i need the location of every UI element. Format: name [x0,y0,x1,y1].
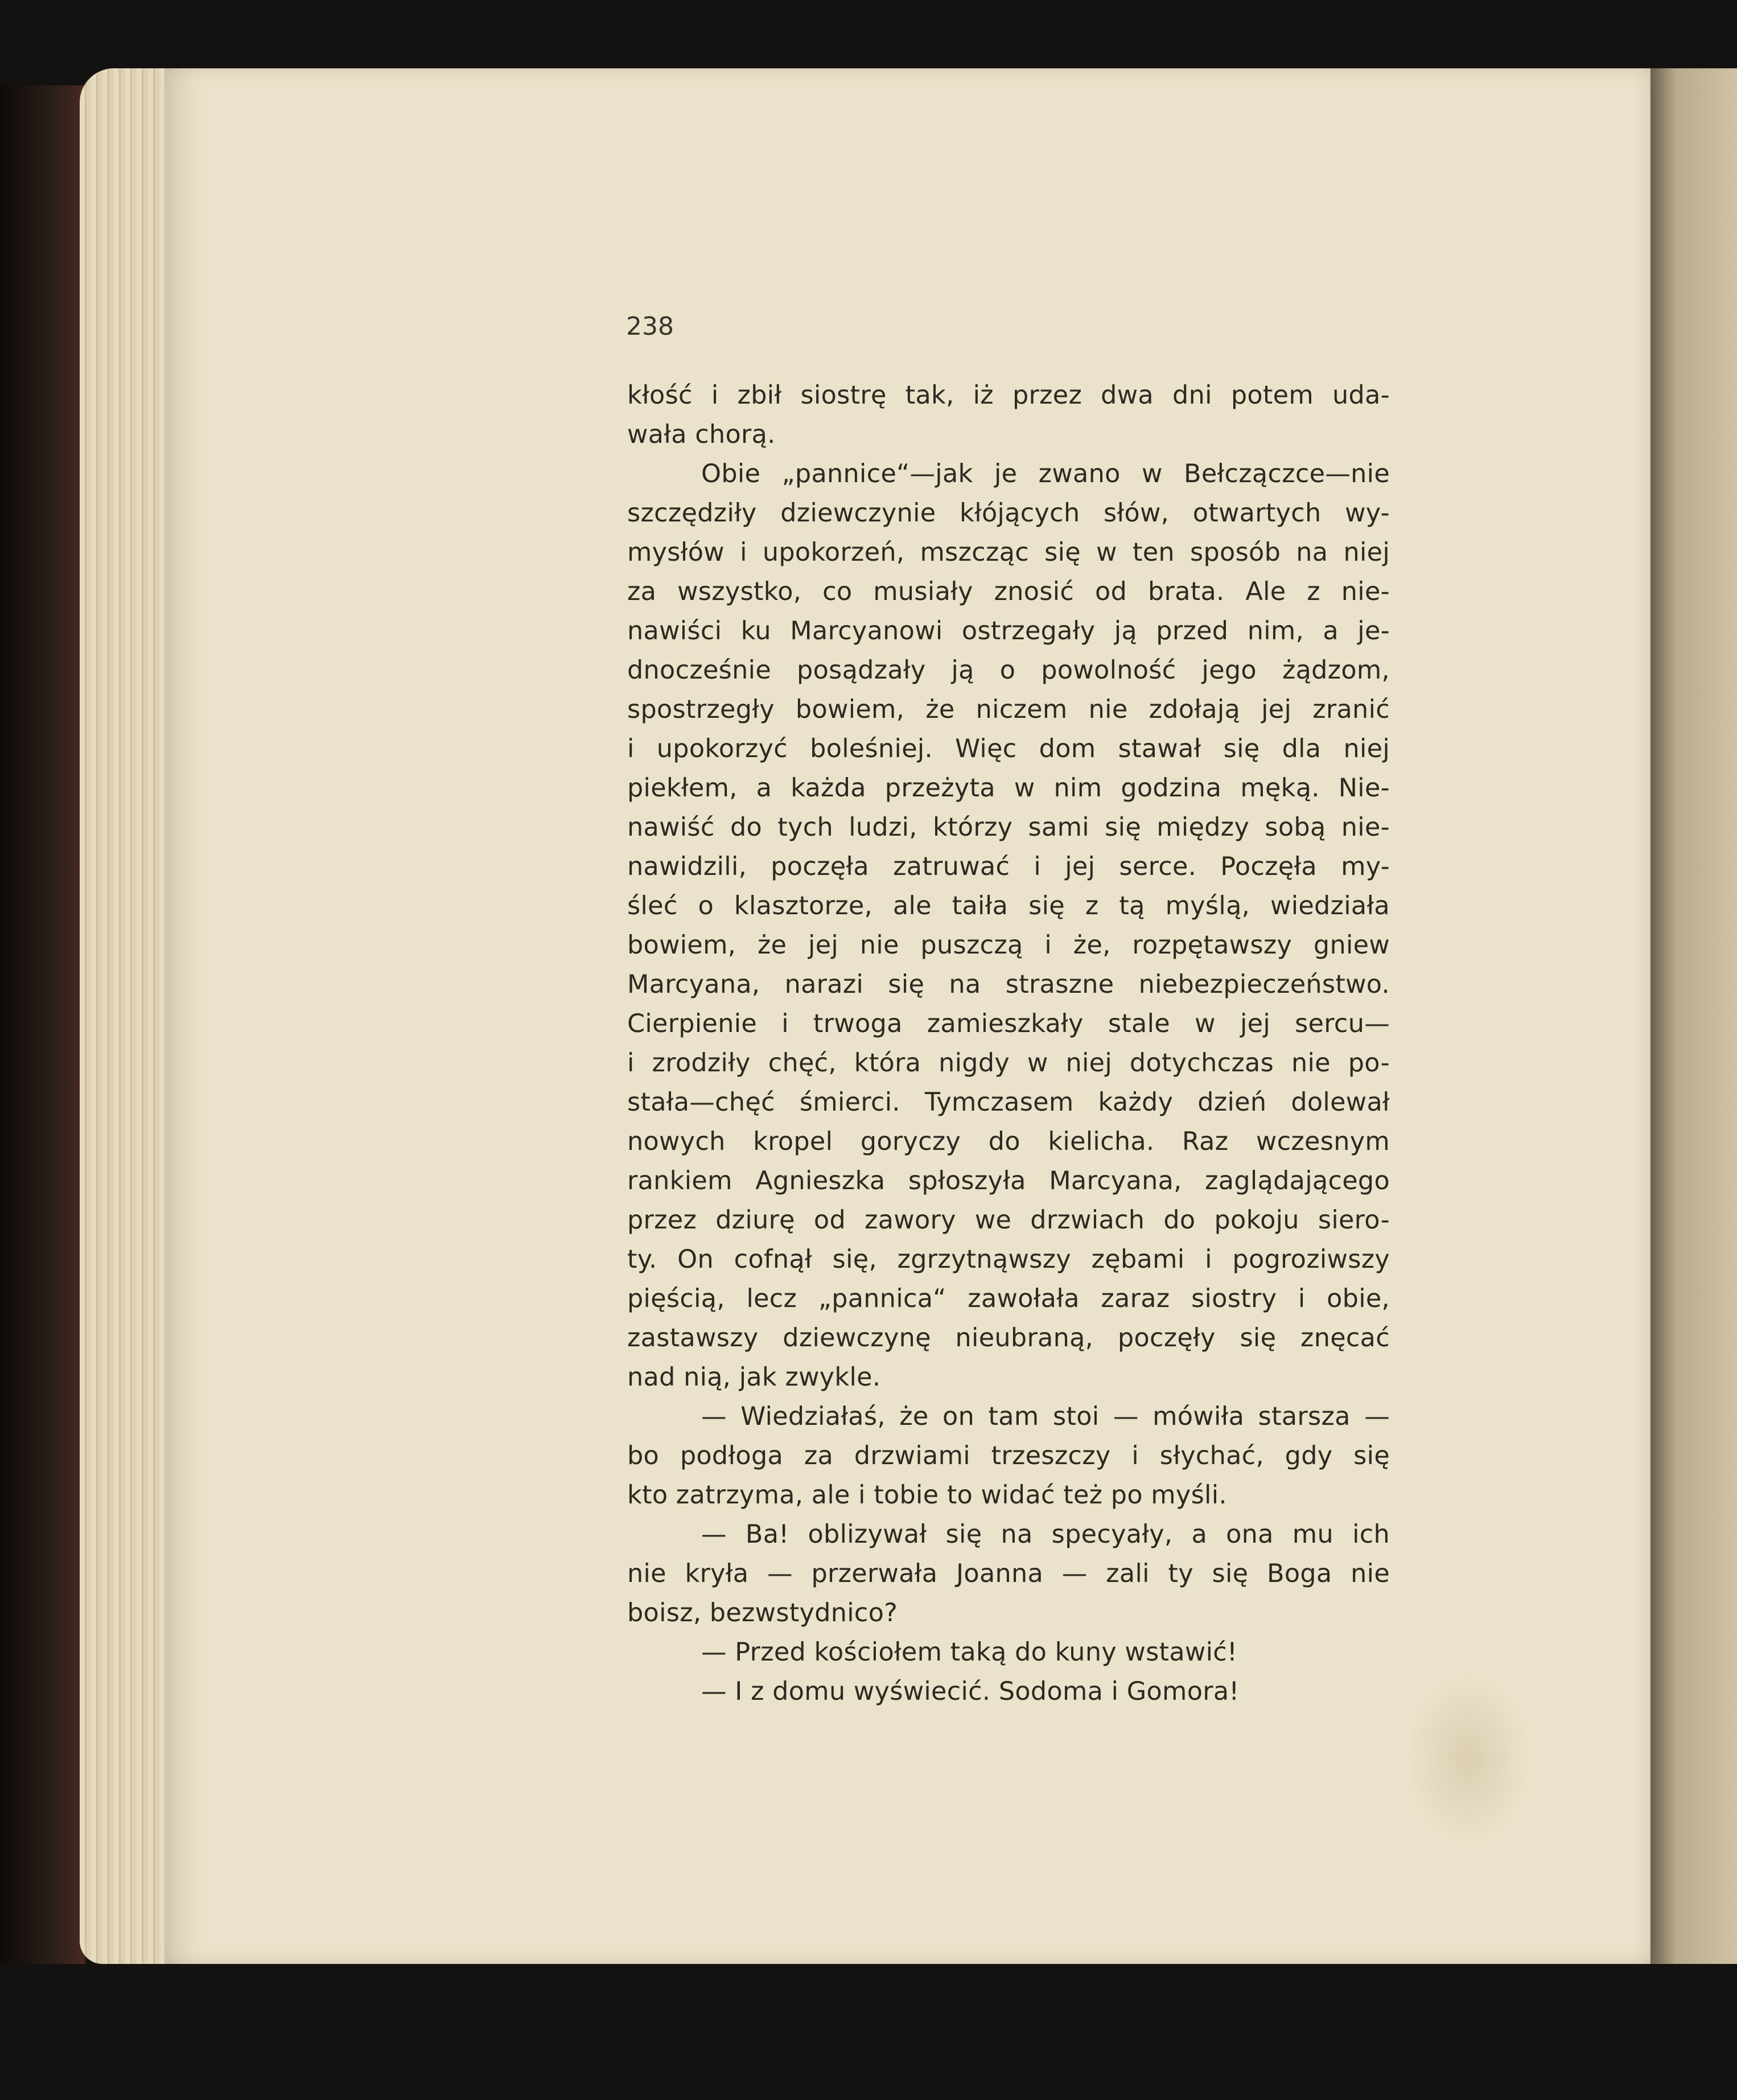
text-line: śleć o klasztorze, ale taiła się z tą myślą, wiedziała [627,891,1390,920]
text-line: nawidzili, poczęła zatruwać i jej serce. Poczęła my- [627,852,1390,881]
text-line: Cierpienie i trwoga zamieszkały stale w jej sercu— [627,1009,1390,1038]
text-line: bo podłoga za drzwiami trzeszczy i słychać, gdy się [627,1441,1390,1470]
next-page-edge [1650,68,1737,1964]
text-line: rankiem Agnieszka spłoszyła Marcyana, zaglądającego [627,1166,1390,1195]
text-line: szczędziły dziewczynie kłójących słów, otwartych wy- [627,499,1390,528]
page-number: 238 [626,312,674,341]
text-line: mysłów i upokorzeń, mszcząc się w ten sposób na niej [627,538,1390,567]
text-line: Marcyana, narazi się na straszne niebezpieczeństwo. [627,970,1390,999]
text-line: i upokorzyć boleśniej. Więc dom stawał się dla niej [627,734,1390,763]
text-line: — Ba! oblizywał się na specyały, a ona mu ich [701,1520,1390,1549]
text-line: Obie „pannice“—jak je zwano w Bełczączce—nie [701,459,1390,488]
text-line: nie kryła — przerwała Joanna — zali ty się Boga nie [627,1559,1390,1588]
text-line: piekłem, a każda przeżyta w nim godzina męką. Nie- [627,774,1390,803]
text-line: nad nią, jak zwykle. [627,1363,881,1392]
book-spine [0,85,85,1964]
text-line: i zrodziły chęć, która nigdy w niej dotychczas nie po- [627,1049,1390,1078]
text-line: — I z domu wyświecić. Sodoma i Gomora! [701,1677,1240,1706]
body-text [627,376,1390,1711]
text-line: nowych kropel goryczy do kielicha. Raz wczesnym [627,1127,1390,1156]
text-line: stała—chęć śmierci. Tymczasem każdy dzień dolewał [627,1088,1390,1117]
text-line: boisz, bezwstydnico? [627,1598,898,1628]
text-line: wała chorą. [627,420,776,449]
text-line: nawiści ku Marcyanowi ostrzegały ją przed nim, a je- [627,617,1390,646]
text-line: dnocześnie posądzały ją o powolność jego żądzom, [627,656,1390,685]
text-line: kłość i zbił siostrę tak, iż przez dwa dni potem uda- [627,381,1390,410]
text-line: nawiść do tych ludzi, którzy sami się między sobą nie- [627,813,1390,842]
page-edges [80,68,176,1964]
text-line: ty. On cofnął się, zgrzytnąwszy zębami i pogroziwszy [627,1245,1390,1274]
text-line: przez dziurę od zawory we drzwiach do pokoju siero- [627,1206,1390,1235]
text-line: za wszystko, co musiały znosić od brata. Ale z nie- [627,577,1390,606]
text-line: spostrzegły bowiem, że niczem nie zdołają jej zranić [627,695,1390,724]
text-line: zastawszy dziewczynę nieubraną, poczęły się znęcać [627,1324,1390,1353]
text-line: bowiem, że jej nie puszczą i że, rozpętawszy gniew [627,931,1390,960]
text-line: pięścią, lecz „pannica“ zawołała zaraz siostry i obie, [627,1284,1390,1313]
text-line: — Wiedziałaś, że on tam stoi — mówiła starsza — [701,1402,1390,1431]
text-line: — Przed kościołem taką do kuny wstawić! [701,1638,1238,1667]
text-line: kto zatrzyma, ale i tobie to widać też po myśli. [627,1481,1227,1510]
